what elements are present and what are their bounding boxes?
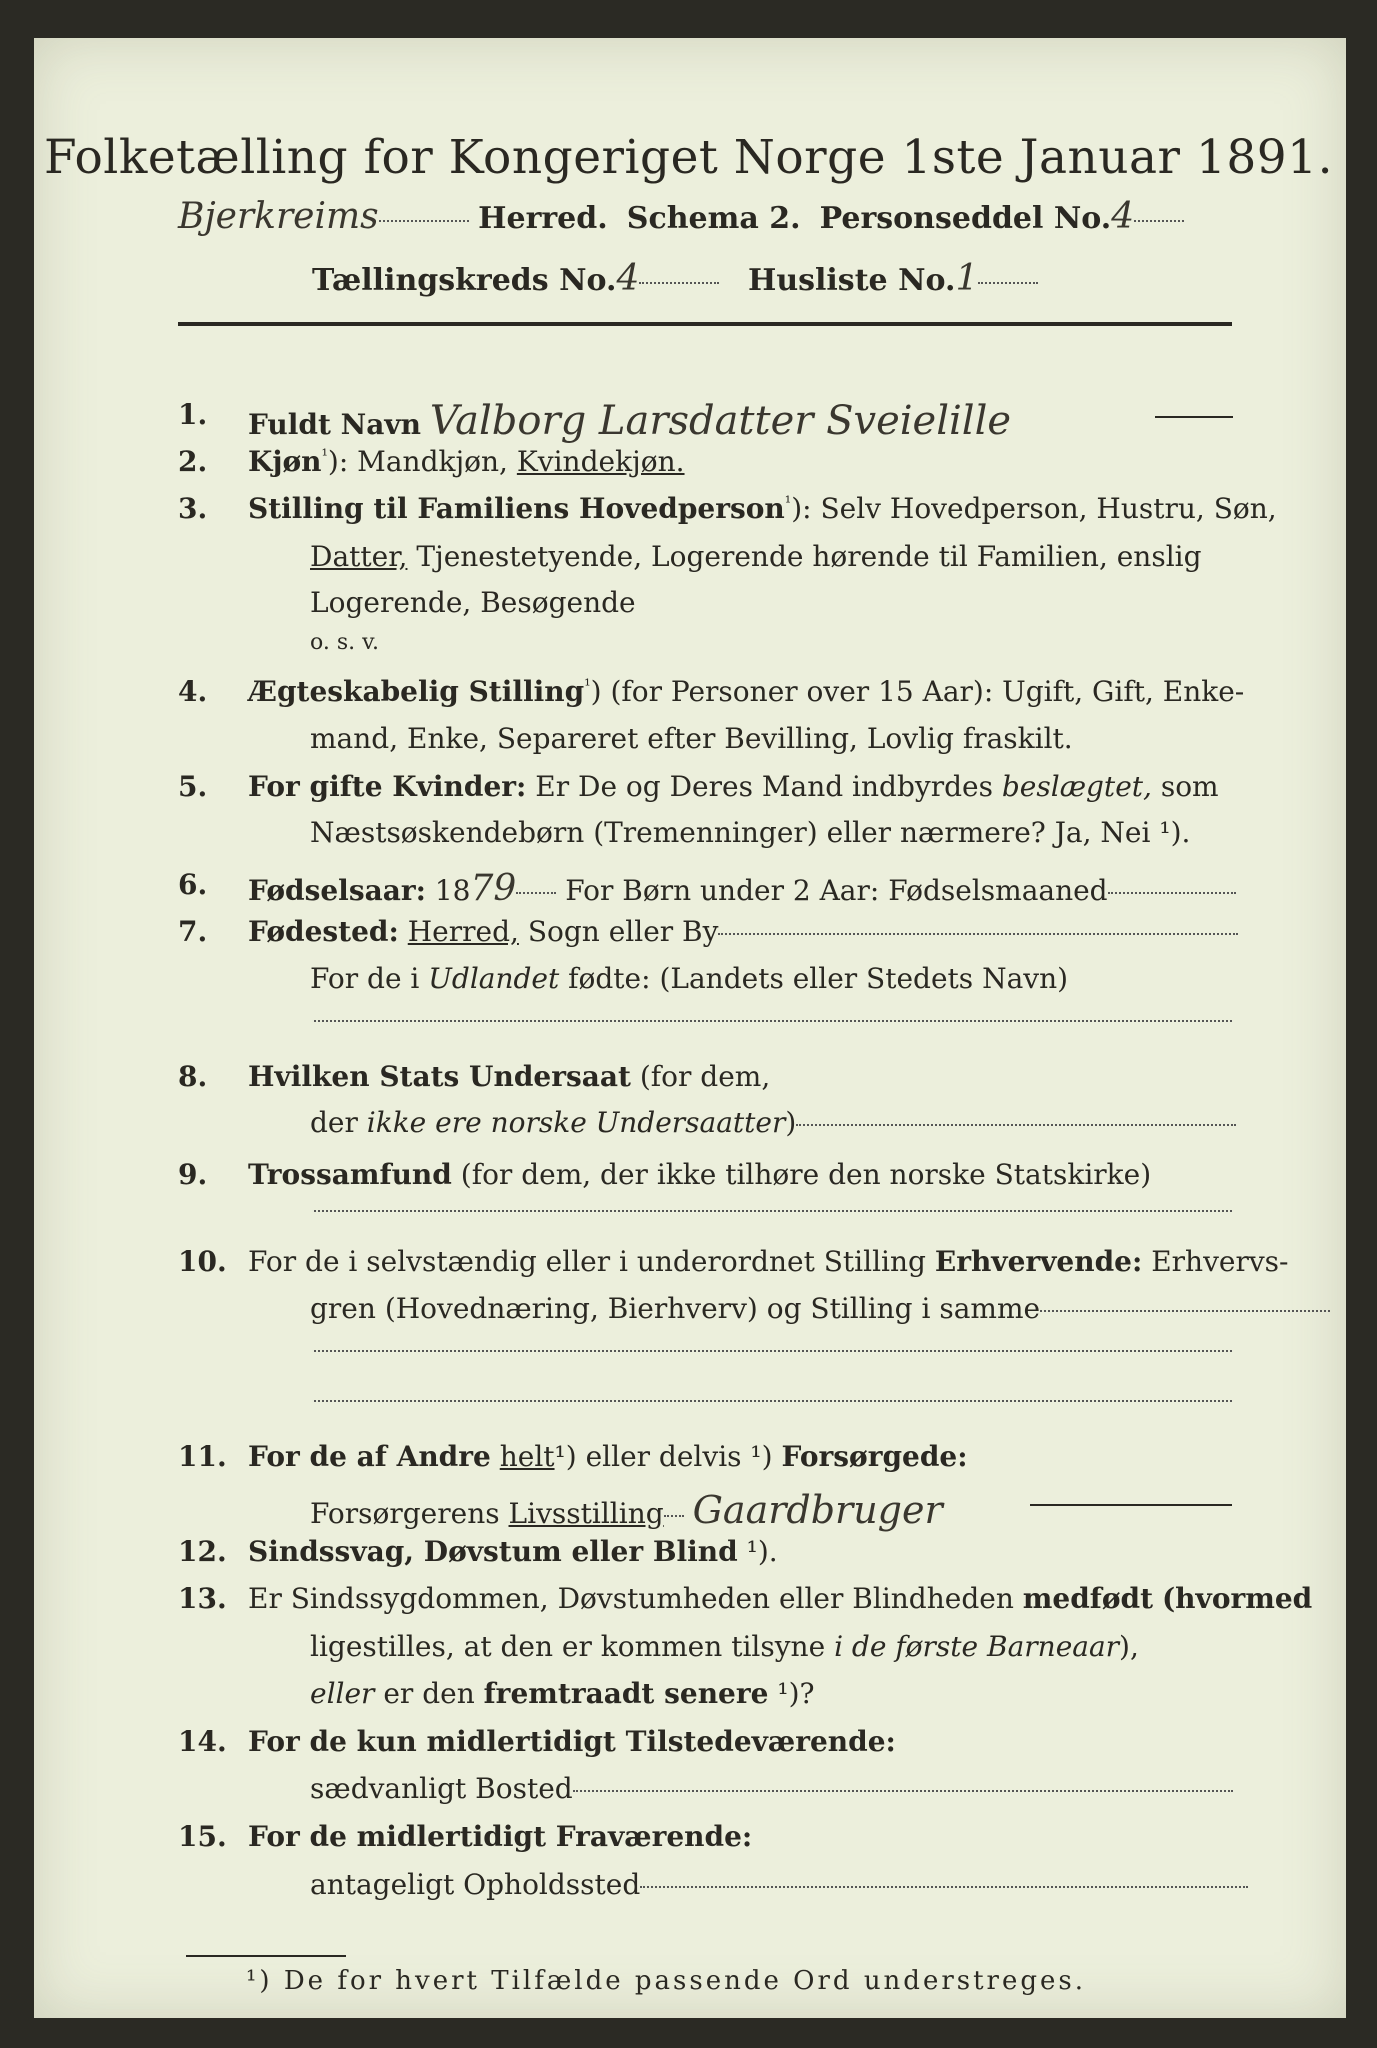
q11-line-1: For de af Andre helt¹) eller delvis ¹) Forsørgede: <box>248 1440 968 1473</box>
header-herred-line <box>178 196 1184 237</box>
q4-number: 4. <box>178 675 208 708</box>
q14-number: 14. <box>178 1725 227 1758</box>
q6-number: 6. <box>178 868 208 901</box>
header-kreds-line <box>312 258 1038 299</box>
q14-label: For de kun midlertidigt Tilstedeværende: <box>248 1725 896 1758</box>
form-title: Folketælling for Kongeriget Norge 1ste Januar 1891. <box>43 130 1334 185</box>
herred-value: Bjerkreims <box>178 196 379 237</box>
herred-label: Herred. <box>478 201 608 236</box>
q6-year-value: 79 <box>470 868 517 909</box>
q11-number: 11. <box>178 1440 227 1473</box>
q6-label: Fødselsaar: <box>248 874 426 907</box>
q5-line-1: For gifte Kvinder: Er De og Deres Mand indbyrdes beslægtet, som <box>248 770 1219 803</box>
q14-line-1 <box>248 1725 896 1758</box>
q13-line-1: Er Sindssygdommen, Døvstumheden eller Blindheden medfødt (hvormed <box>248 1582 1313 1615</box>
q8-line-1: Hvilken Stats Undersaat (for dem, <box>248 1060 771 1093</box>
husliste-value: 1 <box>955 258 979 299</box>
personseddel-value: 4 <box>1111 196 1135 237</box>
q12-number: 12. <box>178 1535 227 1568</box>
q11-selected-option: helt <box>499 1440 555 1473</box>
q2-selected-option: Kvindekjøn. <box>516 445 685 478</box>
footnote: ¹) De for hvert Tilfælde passende Ord understreges. <box>246 1966 1087 1996</box>
q5-number: 5. <box>178 770 208 803</box>
q9-label: Trossamfund <box>248 1158 452 1191</box>
q15-line-2: antageligt Opholdssted <box>310 1868 1248 1901</box>
footnote-rule <box>186 1955 346 1957</box>
schema-label: Schema 2. <box>626 201 801 236</box>
q4-line-1: Ægteskabelig Stilling$^{^1}$) (for Personer over 15 Aar): Ugift, Gift, Enke- <box>248 675 1245 708</box>
q14-line-2: sædvanligt Bosted <box>310 1772 1233 1805</box>
q7-label: Fødested: <box>248 915 399 948</box>
q9-number: 9. <box>178 1158 208 1191</box>
q1-number: 1. <box>178 398 208 431</box>
q3-line-3: Logerende, Besøgende <box>310 586 636 619</box>
q13-line-3: eller er den fremtraadt senere ¹)? <box>310 1677 815 1710</box>
q11-line-2: Forsørgerens Livsstilling Gaardbruger <box>310 1488 943 1532</box>
q9-line: Trossamfund (for dem, der ikke tilhøre den norske Statskirke) <box>248 1158 1152 1191</box>
kreds-value: 4 <box>616 258 640 299</box>
header-rule <box>178 322 1232 326</box>
q7-line-2: For de i Udlandet fødte: (Landets eller Stedets Navn) <box>310 962 1069 995</box>
census-form-sheet <box>34 38 1346 2018</box>
husliste-label: Husliste No. <box>747 263 956 298</box>
q13-number: 13. <box>178 1582 227 1615</box>
q1-label: Fuldt Navn <box>248 408 422 441</box>
q12-label: Sindssvag, Døvstum eller Blind <box>248 1535 738 1568</box>
q2-number: 2. <box>178 445 208 478</box>
q3-label: Stilling til Familiens Hovedperson <box>248 492 785 525</box>
q8-label: Hvilken Stats Undersaat <box>248 1060 631 1093</box>
q8-line-2: der ikke ere norske Undersaatter) <box>310 1106 1236 1139</box>
q11-label: Forsørgede: <box>781 1440 968 1473</box>
q10-label: Erhvervende: <box>934 1245 1143 1278</box>
q3-line-2: Datter, Tjenestetyende, Logerende hørende til Familien, enslig <box>310 540 1202 573</box>
q13-label: medfødt <box>1022 1582 1154 1615</box>
q5-line-2: Næstsøskendebørn (Tremenninger) eller nærmere? Ja, Nei ¹). <box>310 816 1191 849</box>
q4-line-2: mand, Enke, Separeret efter Bevilling, Lovlig fraskilt. <box>310 722 1073 755</box>
q7-selected-option: Herred, <box>407 915 519 948</box>
q6-line: Fødselsaar: 1879 For Børn under 2 Aar: Fødselsmaaned <box>248 868 1236 909</box>
q7-number: 7. <box>178 915 208 948</box>
q10-line-1: For de i selvstændig eller i underordnet Stilling Erhvervende: Erhvervs- <box>248 1245 1289 1278</box>
q15-number: 15. <box>178 1820 227 1853</box>
q3-line-4: o. s. v. <box>310 630 379 655</box>
q3-number: 3. <box>178 492 208 525</box>
q2-line: Kjøn$^{^1}$): Mandkjøn, Kvindekjøn. <box>248 445 685 478</box>
kreds-label: Tællingskreds No. <box>312 263 617 298</box>
q3-selected-option: Datter, <box>310 540 408 573</box>
q7-line-1: Fødested: Herred, Sogn eller By <box>248 915 1238 948</box>
q12-line: Sindssvag, Døvstum eller Blind ¹). <box>248 1535 778 1568</box>
q11-occupation-value: Gaardbruger <box>692 1488 943 1532</box>
personseddel-label: Personseddel No. <box>819 201 1112 236</box>
q15-label: For de midlertidigt Fraværende: <box>248 1820 753 1853</box>
q15-line-1 <box>248 1820 752 1853</box>
q1-name-value: Valborg Larsdatter Sveielille <box>429 398 1012 444</box>
q13-line-2: ligestilles, at den er kommen tilsyne i de første Barneaar), <box>310 1630 1139 1663</box>
q2-label: Kjøn <box>248 445 322 478</box>
q5-label: For gifte Kvinder: <box>248 770 527 803</box>
q3-line-1: Stilling til Familiens Hovedperson$^{^1}$): Selv Hovedperson, Hustru, Søn, <box>248 492 1277 525</box>
q10-line-2: gren (Hovednæring, Bierhverv) og Stilling i samme <box>310 1292 1330 1325</box>
q8-number: 8. <box>178 1060 208 1093</box>
q1-line <box>248 398 1011 444</box>
q10-number: 10. <box>178 1245 227 1278</box>
q4-label: Ægteskabelig Stilling <box>248 675 585 708</box>
